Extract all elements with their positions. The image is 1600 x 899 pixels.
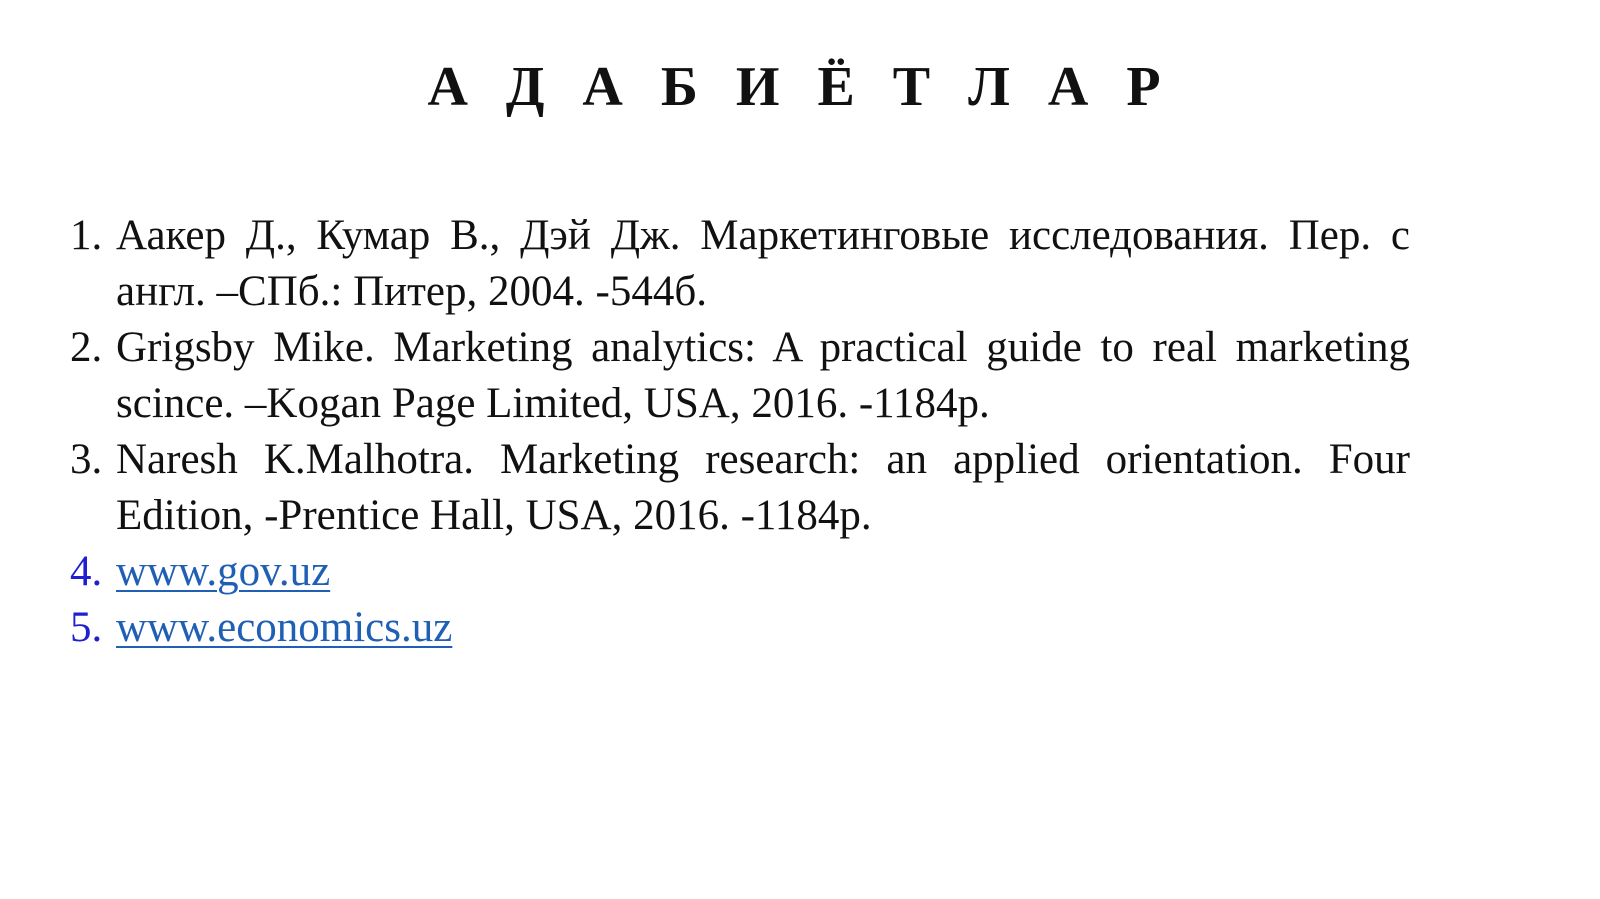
reference-number: 1. — [70, 212, 103, 259]
reference-item — [70, 600, 1410, 656]
economics-uz-link[interactable]: www.economics.uz — [116, 604, 453, 651]
reference-text: Аакер Д., Кумар В., Дэй Дж. Маркетинговые исследования. Пер. с англ. –СПб.: Питер, 2004. -544б. — [116, 212, 1410, 315]
reference-number: 5. — [70, 604, 103, 651]
gov-uz-link[interactable]: www.gov.uz — [116, 548, 331, 595]
reference-number: 2. — [70, 324, 103, 371]
slide-title: А Д А Б И Ё Т Л А Р — [427, 56, 1173, 118]
reference-list — [70, 208, 1410, 656]
reference-text: Grigsby Mike. Marketing analytics: A practical guide to real marketing scince. –Kogan Page Limited, USA, 2016. -1184p. — [116, 324, 1410, 427]
reference-text: Naresh K.Malhotra. Marketing research: an applied orientation. Four Edition, -Prentice Hall, USA, 2016. -1184p. — [116, 436, 1410, 539]
reference-item — [70, 432, 1410, 544]
reference-item — [70, 320, 1410, 432]
reference-item — [70, 544, 1410, 600]
reference-item — [70, 208, 1410, 320]
reference-number: 3. — [70, 436, 103, 483]
reference-number: 4. — [70, 548, 103, 595]
